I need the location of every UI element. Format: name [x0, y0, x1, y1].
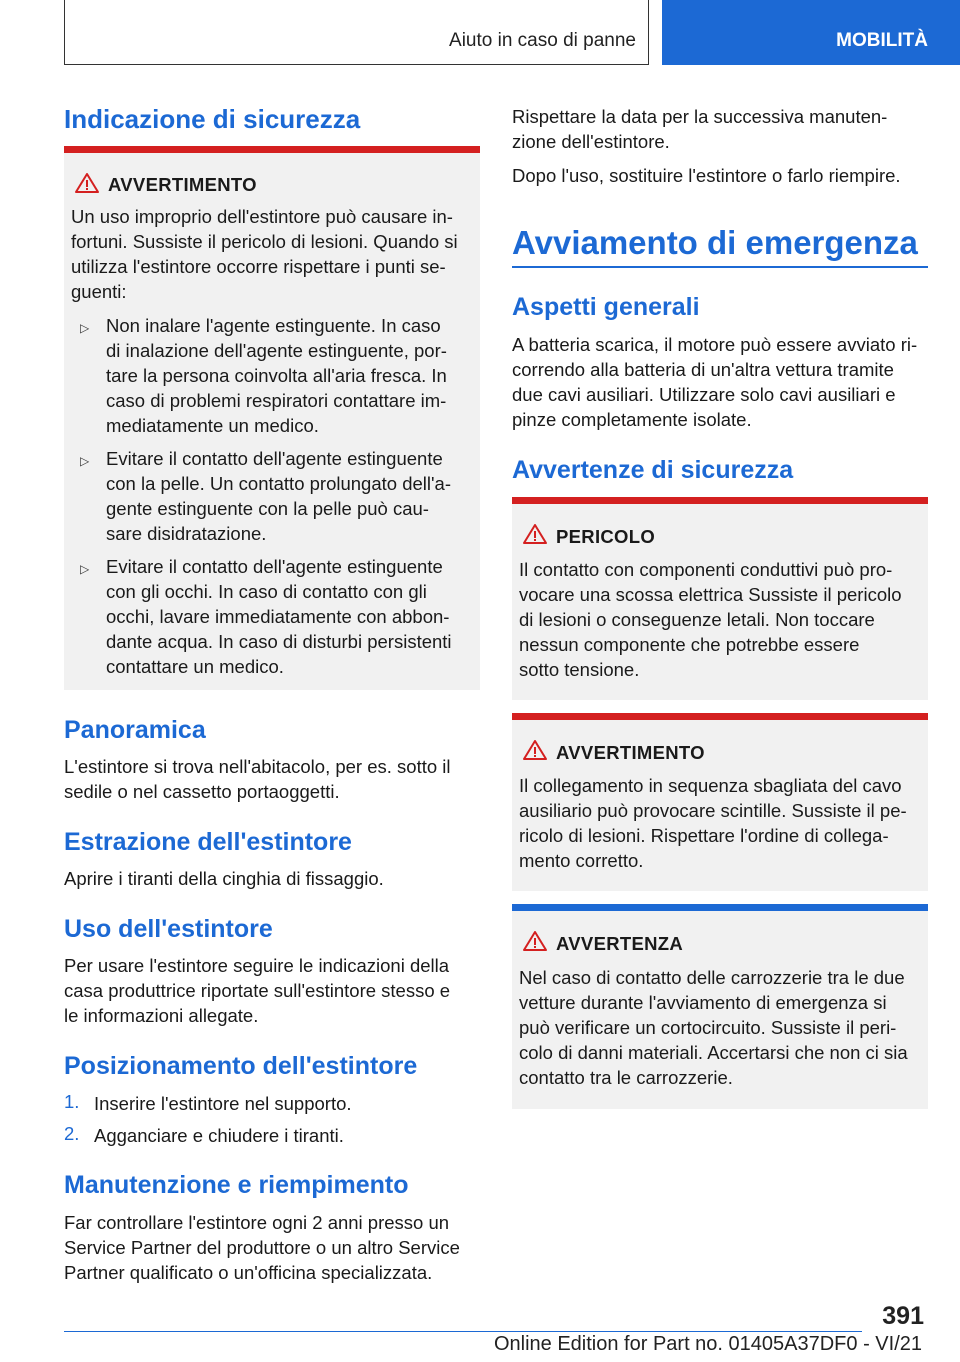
posizionamento-heading: Posizionamento dell'estintore [64, 1052, 418, 1080]
text-line: Nel caso di contatto delle carrozzerie tra le due [519, 967, 905, 988]
text-line: nessun componente che potrebbe essere [519, 634, 860, 655]
panoramica-heading: Panoramica [64, 716, 206, 744]
danger-bar [512, 497, 928, 504]
text-line: colo di danni materiali. Accertarsi che non ci sia [519, 1042, 908, 1063]
list-item [106, 446, 476, 546]
text-line: gente estinguente con la pelle può cau- [106, 498, 429, 519]
header-chapter-tab [662, 0, 960, 65]
text-line: Il collegamento in sequenza sbagliata del cavo [519, 775, 902, 796]
text-line: pinze completamente isolate. [512, 409, 752, 430]
text-line: fortuni. Sussiste il pericolo di lesioni. Quando si [71, 231, 458, 252]
text-line: occhi, lavare immediatamente con abbon- [106, 606, 450, 627]
text-line: di inalazione dell'agente estinguente, por- [106, 340, 447, 361]
notice-label: AVVERTENZA [556, 933, 684, 954]
text-line: può verificare un cortocircuito. Sussiste il peri- [519, 1017, 897, 1038]
warning-box-avvertimento [64, 146, 480, 690]
danger-label: PERICOLO [556, 526, 656, 547]
text-line: Un uso improprio dell'estintore può causare in- [71, 206, 453, 227]
notice-bar [512, 904, 928, 911]
text-line: contatto tra le carrozzerie. [519, 1067, 733, 1088]
panoramica-text [64, 754, 451, 804]
text-line: sotto tensione. [519, 659, 640, 680]
step-text: Inserire l'estintore nel supporto. [94, 1093, 352, 1114]
uso-heading: Uso dell'estintore [64, 915, 273, 943]
header-section-tab [64, 0, 649, 65]
text-line: ausiliario può provocare scintille. Sussiste il pe- [519, 800, 907, 821]
bullet-triangle-icon: ▷ [80, 562, 90, 576]
warning-text [71, 204, 472, 304]
warning-bar [512, 713, 928, 720]
text-line: caso di problemi respiratori contattare im- [106, 390, 447, 411]
notice-text [519, 965, 920, 1090]
warning-triangle-icon [74, 172, 100, 194]
text-line: Per usare l'estintore seguire le indicazioni della [64, 955, 450, 976]
text-line: contattare un medico. [106, 656, 284, 677]
text-line: Partner qualificato o un'officina specializzata. [64, 1262, 433, 1283]
warning-label: AVVERTIMENTO [108, 174, 257, 195]
warning-triangle-icon [522, 739, 548, 761]
text-line: due cavi ausiliari. Utilizzare solo cavi ausiliari e [512, 384, 896, 405]
text-line: di lesioni o conseguenze letali. Non toccare [519, 609, 875, 630]
aspetti-heading: Aspetti generali [512, 293, 700, 321]
avvertenze-heading: Avvertenze di sicurezza [512, 456, 794, 484]
bullet-triangle-icon: ▷ [80, 321, 90, 335]
text-line: sare disidratazione. [106, 523, 267, 544]
edition-footer: Online Edition for Part no. 01405A37DF0 - VI/21 [493, 1333, 922, 1355]
text-line: Rispettare la data per la successiva manuten- [512, 106, 888, 127]
text-line: vocare una scossa elettrica Sussiste il pericolo [519, 584, 902, 605]
text-line: Il contatto con componenti conduttivi può pro- [519, 559, 893, 580]
text-line: sedile o nel cassetto portaoggetti. [64, 781, 340, 802]
warning-box-avvertimento-2 [512, 713, 928, 891]
warning-label: AVVERTIMENTO [556, 742, 705, 763]
text-line: ricolo di lesioni. Rispettare l'ordine di collega- [519, 825, 889, 846]
text-line: zione dell'estintore. [512, 131, 670, 152]
text-line: guenti: [71, 281, 127, 302]
bullet-triangle-icon: ▷ [80, 454, 90, 468]
text-line: casa produttrice riportate sull'estintore stesso e [64, 980, 451, 1001]
text-line: Evitare il contatto dell'agente estinguente [106, 556, 443, 577]
page-number: 391 [882, 1302, 924, 1330]
text-line: Service Partner del produttore o un altro Service [64, 1237, 460, 1258]
text-line: tare la persona coinvolta all'aria fresca. In [106, 365, 447, 386]
step-text: Agganciare e chiudere i tiranti. [94, 1125, 344, 1146]
header-section-title: Aiuto in caso di panne [449, 30, 636, 51]
list-item [106, 554, 476, 679]
heading-rule [512, 266, 928, 268]
text-line: con gli occhi. In caso di contatto con gli [106, 581, 427, 602]
text-line: vetture durante l'avviamento di emergenza si [519, 992, 887, 1013]
uso-text [64, 953, 450, 1028]
step-number: 1. [64, 1091, 80, 1112]
text-line: con la pelle. Un contatto prolungato dell'a- [106, 473, 451, 494]
text-line: Aprire i tiranti della cinghia di fissaggio. [64, 868, 384, 889]
text-line: L'estintore si trova nell'abitacolo, per es. sotto il [64, 756, 451, 777]
estrazione-heading: Estrazione dell'estintore [64, 828, 352, 856]
safety-heading: Indicazione di sicurezza [64, 104, 361, 134]
list-item [106, 313, 476, 438]
footer-rule [64, 1331, 862, 1332]
estrazione-text [64, 866, 384, 891]
text-line: dante acqua. In caso di disturbi persistenti [106, 631, 452, 652]
text-line: mento corretto. [519, 850, 644, 871]
text-line: Evitare il contatto dell'agente estinguente [106, 448, 443, 469]
manutenzione-heading: Manutenzione e riempimento [64, 1171, 409, 1199]
avviamento-heading: Avviamento di emergenza [512, 224, 918, 261]
continuation-text-2: Dopo l'uso, sostituire l'estintore o farlo riempire. [512, 165, 901, 186]
danger-box-pericolo [512, 497, 928, 700]
text-line: utilizza l'estintore occorre rispettare i punti se- [71, 256, 446, 277]
warning-bar [64, 146, 480, 153]
text-line: le informazioni allegate. [64, 1005, 259, 1026]
continuation-text [512, 104, 887, 154]
text-line: correndo alla batteria di un'altra vettura tramite [512, 359, 894, 380]
header-chapter-title: MOBILITÀ [836, 30, 928, 51]
notice-box-avvertenza [512, 904, 928, 1109]
manutenzione-text [64, 1210, 460, 1285]
danger-text [519, 557, 920, 682]
warning-triangle-icon [522, 930, 548, 952]
warning-triangle-icon [522, 523, 548, 545]
text-line: Far controllare l'estintore ogni 2 anni presso un [64, 1212, 450, 1233]
warning-text [519, 773, 920, 873]
text-line: A batteria scarica, il motore può essere avviato ri- [512, 334, 918, 355]
text-line: mediatamente un medico. [106, 415, 319, 436]
step-number: 2. [64, 1123, 80, 1144]
aspetti-text [512, 332, 917, 432]
text-line: Non inalare l'agente estinguente. In caso [106, 315, 441, 336]
